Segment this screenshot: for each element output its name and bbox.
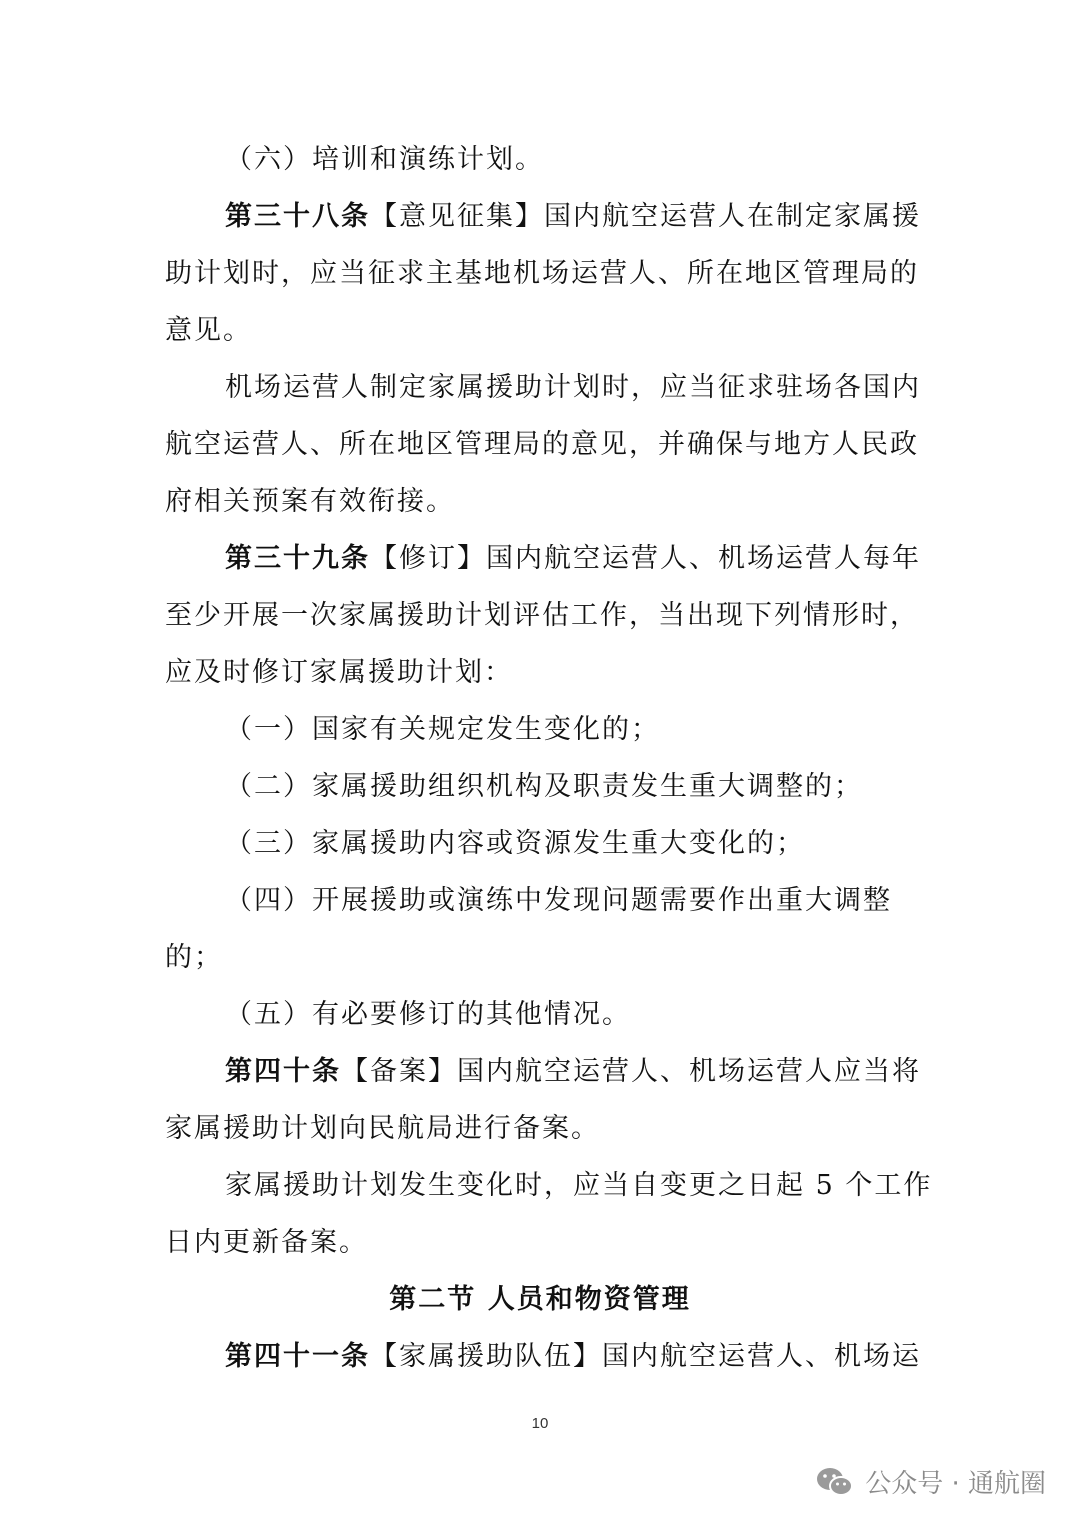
text-line: 航空运营人、所在地区管理局的意见，并确保与地方人民政 — [165, 429, 919, 460]
text-line: （二）家属援助组织机构及职责发生重大调整的； — [225, 771, 863, 802]
article-39-line: 第三十九条【修订】国内航空运营人、机场运营人每年 — [225, 543, 921, 574]
article-41-line: 第四十一条【家属援助队伍】国内航空运营人、机场运 — [225, 1341, 921, 1372]
article-number: 第三十九条 — [225, 543, 370, 574]
text-line: （六）培训和演练计划。 — [225, 144, 544, 175]
article-38-line: 第三十八条【意见征集】国内航空运营人在制定家属援 — [225, 201, 921, 232]
text-line: 府相关预案有效衔接。 — [165, 486, 455, 517]
text-line: 至少开展一次家属援助计划评估工作，当出现下列情形时， — [165, 600, 919, 631]
text-line: 家属援助计划发生变化时，应当自变更之日起 5 个工作 — [225, 1170, 933, 1201]
text-line: （五）有必要修订的其他情况。 — [225, 999, 631, 1030]
text-line: 机场运营人制定家属援助计划时，应当征求驻场各国内 — [225, 372, 921, 403]
watermark — [815, 1463, 1046, 1500]
text-line: （一）国家有关规定发生变化的； — [225, 714, 660, 745]
section-heading: 第二节 人员和物资管理 — [389, 1284, 691, 1315]
article-40-line: 第四十条【备案】国内航空运营人、机场运营人应当将 — [225, 1056, 921, 1087]
text-line: （四）开展援助或演练中发现问题需要作出重大调整 — [225, 885, 892, 916]
text-line: （三）家属援助内容或资源发生重大变化的； — [225, 828, 805, 859]
text-line: 日内更新备案。 — [165, 1227, 368, 1258]
text-line: 意见。 — [165, 315, 252, 346]
text-line: 家属援助计划向民航局进行备案。 — [165, 1113, 600, 1144]
text-line: 助计划时，应当征求主基地机场运营人、所在地区管理局的 — [165, 258, 919, 289]
text-line: 应及时修订家属援助计划： — [165, 657, 513, 688]
watermark-text: 公众号 · 通航圈 — [865, 1469, 1046, 1499]
article-number: 第三十八条 — [225, 201, 370, 232]
page-number: 10 — [531, 1415, 549, 1432]
text-line: 的； — [165, 942, 223, 973]
article-number: 第四十一条 — [225, 1341, 370, 1372]
wechat-icon — [815, 1465, 855, 1499]
article-number: 第四十条 — [225, 1056, 341, 1087]
